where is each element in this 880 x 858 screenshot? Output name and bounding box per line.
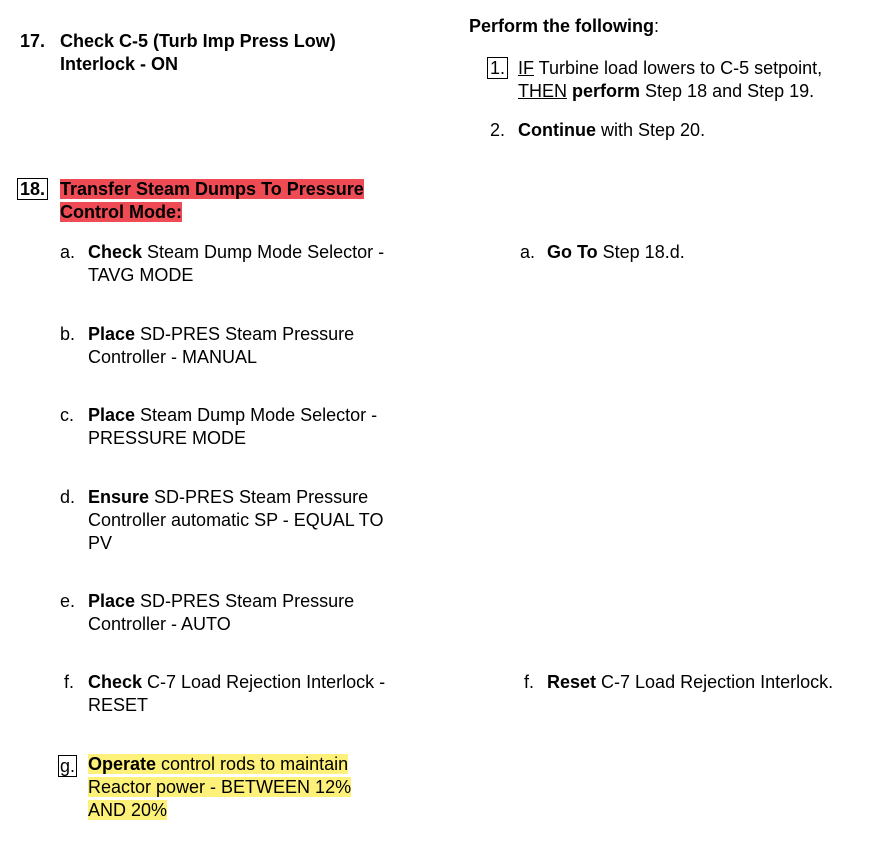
substep-f-line1-rest: C-7 Load Rejection Interlock - — [142, 672, 386, 692]
substep-g-line2-highlight: Reactor power - BETWEEN 12% — [88, 777, 352, 797]
step-18-line2-highlight: Control Mode: — [60, 202, 182, 222]
substep-g-letter: g. — [60, 756, 76, 776]
substep-g-line1-highlight — [88, 754, 348, 774]
rno-18-f-rest: C-7 Load Rejection Interlock. — [596, 672, 834, 692]
substep-f-text — [88, 671, 385, 717]
substep-d-line1 — [88, 486, 383, 509]
step-18-number: 18. — [17, 178, 48, 200]
step-18-line1 — [60, 178, 364, 201]
rno-18-a-verb: Go To — [547, 242, 598, 262]
substep-c-text — [88, 404, 377, 450]
rno-17-heading-text: Perform the following — [469, 16, 655, 36]
substep-e-line1-rest: SD-PRES Steam Pressure — [135, 591, 355, 611]
substep-b-text — [88, 323, 354, 369]
substep-d-letter: d. — [60, 487, 76, 507]
then-keyword: THEN — [518, 81, 567, 101]
substep-a-line1-rest: Steam Dump Mode Selector - — [142, 242, 385, 262]
substep-c-line1 — [88, 404, 377, 427]
rno-18-f-letter: f. — [524, 672, 535, 692]
rno-17-item-2-verb: Continue — [518, 120, 596, 140]
rno-18-a-text — [547, 241, 685, 264]
substep-c-line1-rest: Steam Dump Mode Selector - — [135, 405, 378, 425]
substep-a-text — [88, 241, 384, 287]
rno-18-a-rest: Step 18.d. — [597, 242, 685, 262]
rno-17-heading — [469, 15, 659, 38]
substep-d-text — [88, 486, 383, 555]
substep-a-line2: TAVG MODE — [88, 265, 194, 285]
step-17-line2: Interlock - ON — [60, 54, 179, 74]
substep-f-verb: Check — [88, 672, 143, 692]
substep-e-line2: Controller - AUTO — [88, 614, 231, 634]
substep-c-line2: PRESSURE MODE — [88, 428, 247, 448]
substep-e-line1 — [88, 590, 354, 613]
substep-a-verb: Check — [88, 242, 143, 262]
step-18-line1-highlight: Transfer Steam Dumps To Pressure — [60, 179, 364, 199]
rno-17-heading-colon: : — [654, 16, 660, 36]
substep-b-line1 — [88, 323, 354, 346]
substep-g-line1-rest: control rods to maintain — [156, 754, 349, 774]
substep-a-line1 — [88, 241, 384, 264]
rno-17-item-1-line2-rest: Step 18 and Step 19. — [640, 81, 815, 101]
substep-g-verb: Operate — [88, 754, 157, 774]
rno-17-item-1-number: 1. — [487, 57, 508, 79]
substep-b-letter: b. — [60, 324, 76, 344]
rno-17-item-2-rest: with Step 20. — [596, 120, 706, 140]
substep-g-line2 — [88, 776, 351, 799]
substep-e-text — [88, 590, 354, 636]
substep-c-letter: c. — [60, 405, 75, 425]
rno-17-item-1-line2 — [518, 80, 822, 103]
rno-18-f-text — [547, 671, 833, 694]
substep-d-line3: PV — [88, 533, 113, 553]
substep-d-line1-rest: SD-PRES Steam Pressure — [149, 487, 369, 507]
substep-d-line2: Controller automatic SP - EQUAL TO — [88, 510, 384, 530]
step-17-number: 17. — [20, 31, 46, 51]
substep-g-line3 — [88, 799, 351, 822]
perform-keyword: perform — [572, 81, 641, 101]
step-18-line2 — [60, 201, 364, 224]
substep-g-line3-highlight: AND 20% — [88, 800, 168, 820]
if-keyword: IF — [518, 58, 534, 78]
step-17-line1: Check C-5 (Turb Imp Press Low) — [60, 31, 336, 51]
rno-17-item-2-number: 2. — [490, 120, 506, 140]
substep-b-verb: Place — [88, 324, 136, 344]
substep-f-line2: RESET — [88, 695, 149, 715]
rno-18-a-letter: a. — [520, 242, 536, 262]
substep-f-letter: f. — [64, 672, 75, 692]
step-17-text — [60, 30, 336, 76]
substep-g-line1 — [88, 753, 351, 776]
rno-17-item-1-line1-rest: Turbine load lowers to C-5 setpoint, — [534, 58, 823, 78]
substep-b-line1-rest: SD-PRES Steam Pressure — [135, 324, 355, 344]
substep-b-line2: Controller - MANUAL — [88, 347, 258, 367]
rno-18-f-verb: Reset — [547, 672, 597, 692]
step-18-text — [60, 178, 364, 224]
substep-a-letter: a. — [60, 242, 76, 262]
substep-g-text — [88, 753, 351, 822]
substep-e-letter: e. — [60, 591, 76, 611]
substep-f-line1 — [88, 671, 385, 694]
rno-17-item-1-text — [518, 57, 822, 103]
rno-17-item-1-line1 — [518, 57, 822, 80]
rno-17-item-2-text — [518, 119, 705, 142]
substep-c-verb: Place — [88, 405, 136, 425]
substep-e-verb: Place — [88, 591, 136, 611]
substep-d-verb: Ensure — [88, 487, 150, 507]
